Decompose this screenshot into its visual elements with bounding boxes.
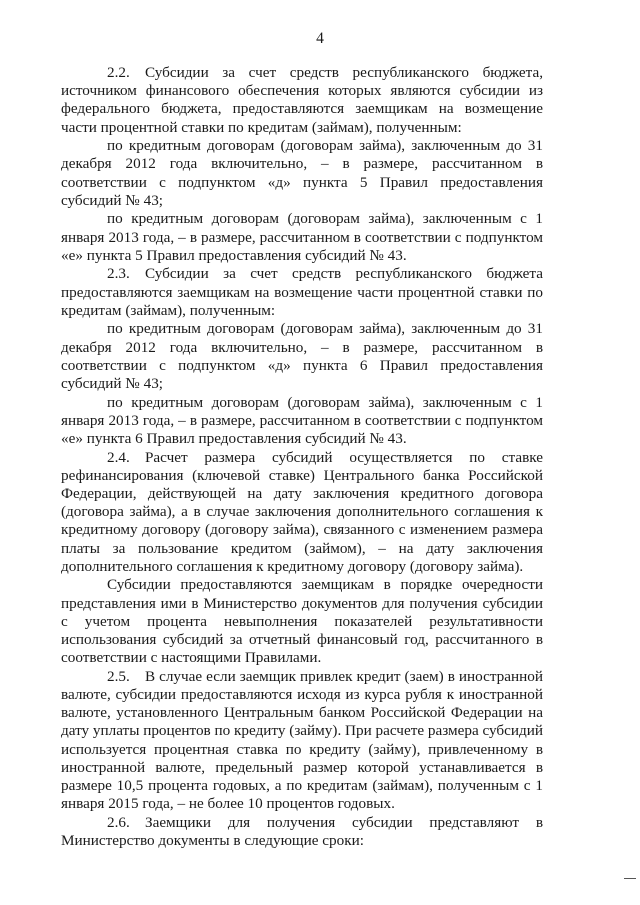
paragraph-2-2: 2.2. Субсидии за счет средств республиканского бюджета, источником финансового обеспечения которых являются субсидии из федерального бюджета, предоставляются заемщикам на возмещение части процентной ставки по кредитам (займам), полученным: xyxy=(61,64,543,136)
paragraph-2-5: 2.5. В случае если заемщик привлек кредит (заем) в иностранной валюте, субсидии предоставляются исходя из курса рубля к иностранной валюте, установленного Центральным банком Российской Федерации на дату уплаты процентов по кредиту (займу). При расчете размера субсидий используется процентная ставка по кредиту (займу), привлеченному в иностранной валюте, предельный размер которой устанавливается в размере 10,5 процента годовых, а по кредитам (займам), полученным с 1 января 2015 года, – не более 10 процентов годовых. xyxy=(61,667,543,813)
paragraph-2-2-item-1: по кредитным договорам (договорам займа), заключенным до 31 декабря 2012 года включительно, – в размере, рассчитанном в соответствии с подпунктом «д» пункта 5 Правил предоставления субсидий № 43; xyxy=(61,137,543,209)
margin-mark xyxy=(624,878,636,879)
paragraph-2-6: 2.6. Заемщики для получения субсидии представляют в Министерство документы в следующие сроки: xyxy=(61,813,543,850)
paragraph-2-3-item-1: по кредитным договорам (договорам займа), заключенным до 31 декабря 2012 года включительно, – в размере, рассчитанном в соответствии с подпунктом «д» пункта 6 Правил предоставления субсидий № 43; xyxy=(61,320,543,393)
paragraph-2-4: 2.4. Расчет размера субсидий осуществляется по ставке рефинансирования (ключевой ставке) Центрального банка Российской Федерации, действующей на дату заключения кредитного договора (договора займа), а в случае заключения дополнительного соглашения к кредитному договору (договору займа), связанного с изменением размера платы за пользование кредитом (займом), – на дату заключения дополнительного соглашения к кредитному договору (договору займа). xyxy=(61,448,543,575)
paragraph-2-2-item-2: по кредитным договорам (договорам займа), заключенным с 1 января 2013 года, – в размере, рассчитанном в соответствии с подпунктом «е» пункта 5 Правил предоставления субсидий № 43. xyxy=(61,210,543,264)
page-number: 4 xyxy=(316,30,324,47)
document-body xyxy=(61,64,543,851)
paragraph-2-3-item-2: по кредитным договорам (договорам займа), заключенным с 1 января 2013 года, – в размере, рассчитанном в соответствии с подпунктом «е» пункта 6 Правил предоставления субсидий № 43. xyxy=(61,393,543,448)
paragraph-2-3: 2.3. Субсидии за счет средств республиканского бюджета предоставляются заемщикам на возмещение части процентной ставки по кредитам (займам), полученным: xyxy=(61,265,543,319)
paragraph-2-4-continued: Субсидии предоставляются заемщикам в порядке очередности представления ими в Министерство документов для получения субсидии с учетом процента невыполнения показателей результативности использования субсидий за отчетный финансовый год, рассчитанного в соответствии с настоящими Правилами. xyxy=(61,576,543,667)
